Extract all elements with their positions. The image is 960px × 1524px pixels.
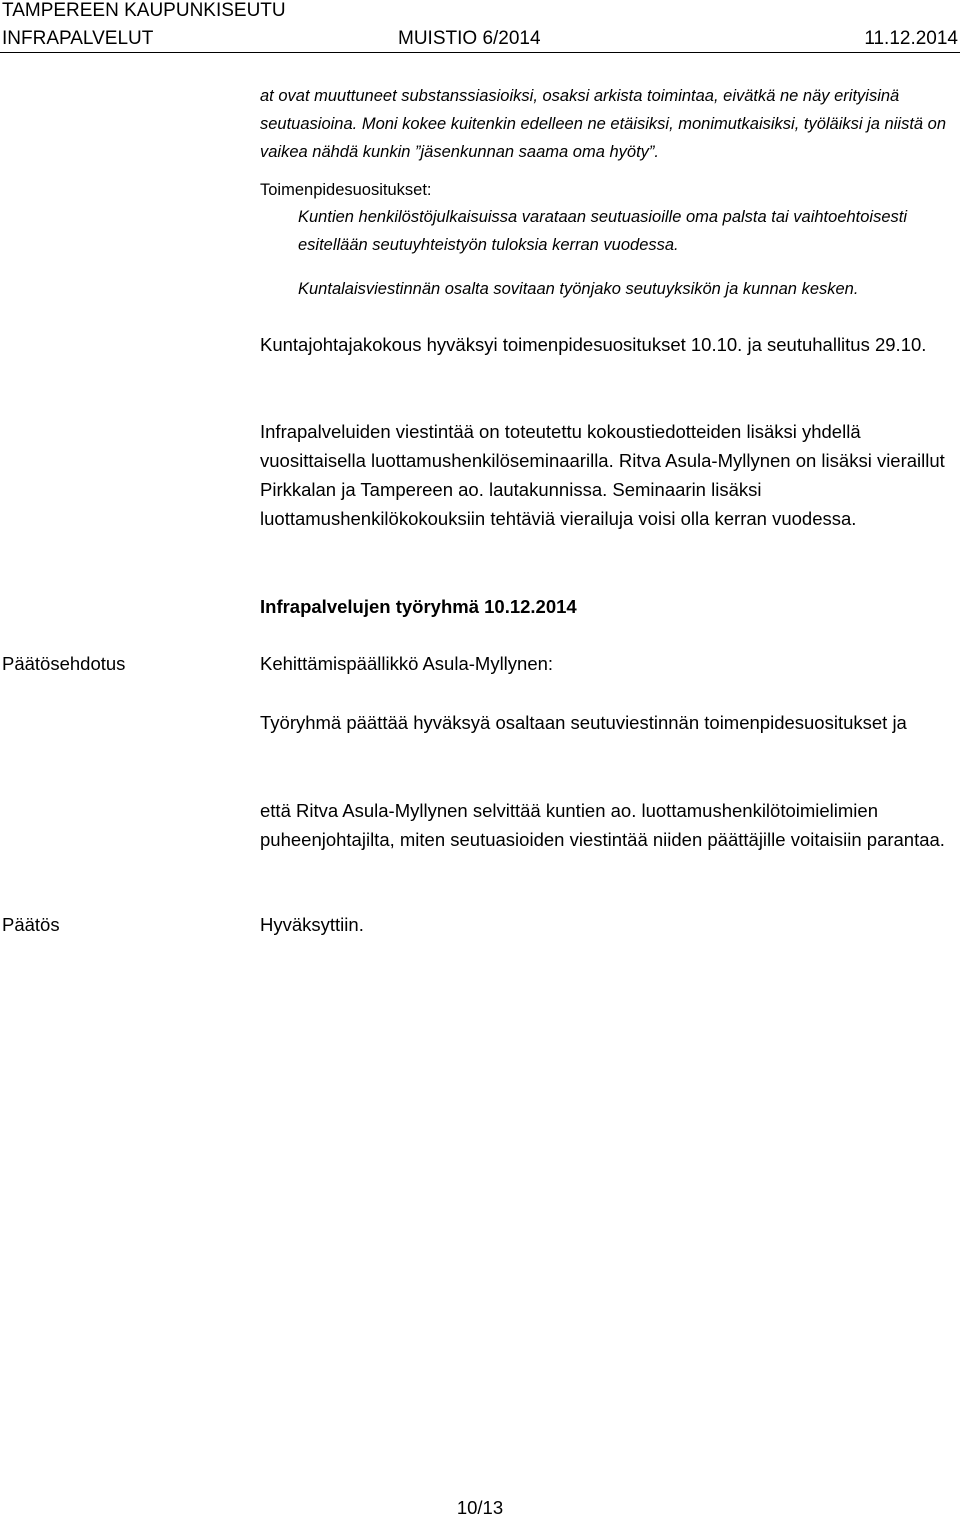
header-unit: INFRAPALVELUT <box>2 28 154 49</box>
recommendation-1: Kuntien henkilöstöjulkaisuissa varataan seutuasioille oma palsta tai vaihtoehtoisesti esitellään seutuyhteistyön tuloksia kerran vuodessa. <box>298 208 908 254</box>
proposal-paragraph-1: Työryhmä päättää hyväksyä osaltaan seutuviestinnän toimenpidesuositukset ja <box>260 712 907 733</box>
header-org: TAMPEREEN KAUPUNKISEUTU <box>2 0 286 21</box>
proposal-by: Kehittämispäällikkö Asula-Myllynen: <box>260 653 554 674</box>
proposal-paragraph-2: että Ritva Asula-Myllynen selvittää kuntien ao. luottamushenkilötoimielimien puheenjohtajilta, miten seutuasioiden viestintää niiden päättäjille voitaisiin parantaa. <box>260 800 945 850</box>
header-date: 11.12.2014 <box>864 28 958 49</box>
intro-paragraph: at ovat muuttuneet substanssiasioiksi, osaksi arkista toimintaa, eivätkä ne näy erityisinä seutuasioina. Moni kokee kuitenkin edelleen ne etäisiksi, monimutkaisiksi, työläiksi ja niistä on vaikea nähdä kunkin ”jäsenkunnan saama oma hyöty”. <box>260 87 947 161</box>
decision-text: Hyväksyttiin. <box>260 914 364 935</box>
recommendations-heading: Toimenpidesuositukset: <box>260 181 432 199</box>
group-heading: Infrapalvelujen työryhmä 10.12.2014 <box>260 596 577 617</box>
header-doc: MUISTIO 6/2014 <box>398 28 541 49</box>
approval-paragraph: Kuntajohtajakokous hyväksyi toimenpidesuositukset 10.10. ja seutuhallitus 29.10. <box>260 334 927 355</box>
recommendation-2: Kuntalaisviestinnän osalta sovitaan työnjako seutuyksikön ja kunnan kesken. <box>298 280 859 298</box>
header-rule <box>0 52 960 53</box>
page-number: 10/13 <box>456 1497 504 1518</box>
page-header <box>0 0 960 52</box>
proposal-label: Päätösehdotus <box>2 653 126 674</box>
decision-label: Päätös <box>2 914 60 935</box>
communication-paragraph: Infrapalveluiden viestintää on toteutettu kokoustiedotteiden lisäksi yhdellä vuosittaisella luottamushenkilöseminaarilla. Ritva Asula-Myllynen on lisäksi vieraillut Pirkkalan ja Tampereen ao. lautakunnissa. Seminaarin lisäksi luottamushenkilökokouksiin tehtäviä vierailuja voisi olla kerran vuodessa. <box>260 421 945 529</box>
